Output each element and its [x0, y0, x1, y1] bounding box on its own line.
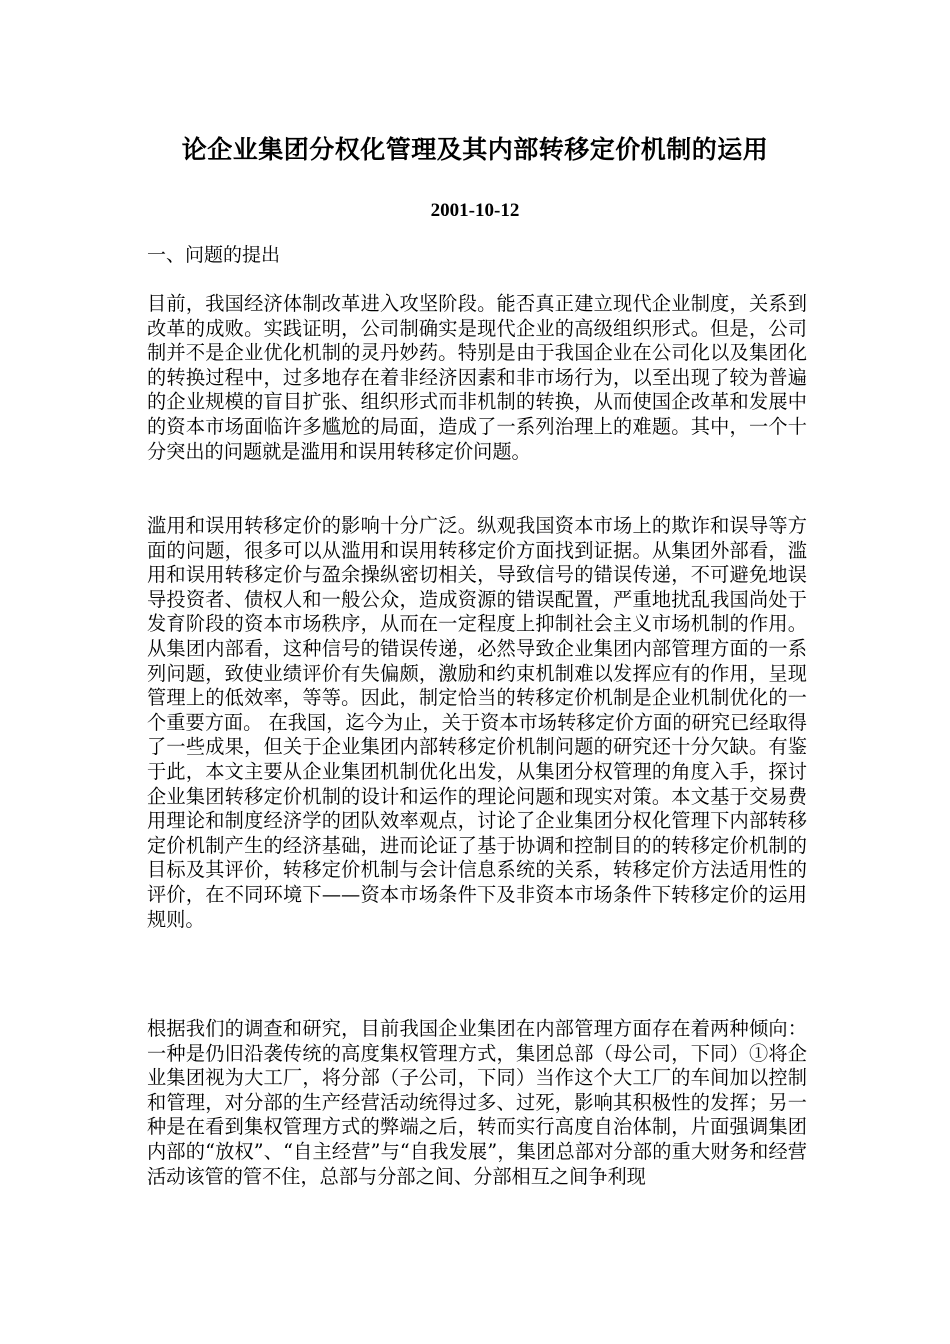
section-heading: 一、问题的提出 — [147, 244, 281, 266]
paragraph-2: 滥用和误用转移定价的影响十分广泛。纵观我国资本市场上的欺诈和误导等方面的问题，很多可以从滥用和误用转移定价方面找到证据。从集团外部看，滥用和误用转移定价与盈余操纵密切相关，导致信号的错误传递，不可避免地误导投资者、债权人和一般公众，造成资源的错误配置，严重地扰乱我国尚处于发育阶段的资本市场秩序，从而在一定程度上抑制社会主义市场机制的作用。从集团内部看，这种信号的错误传递，必然导致企业集团内部管理方面的一系列问题，致使业绩评价有失偏颇，激励和约束机制难以发挥应有的作用，呈现管理上的低效率，等等。因此，制定恰当的转移定价机制是企业机制优化的一个重要方面。 在我国，迄今为止，关于资本市场转移定价方面的研究已经取得了一些成果，但关于企业集团内部转移定价机制问题的研究还十分欠缺。有鉴于此，本文主要从企业集团机制优化出发，从集团分权管理的角度入手，探讨企业集团转移定价机制的设计和运作的理论问题和现实对策。本文基于交易费用理论和制度经济学的团队效率观点，讨论了企业集团分权化管理下内部转移定价机制产生的经济基础，进而论证了基于协调和控制目的的转移定价机制的目标及其评价，转移定价机制与会计信息系统的关系，转移定价方法适用性的评价，在不同环境下——资本市场条件下及非资本市场条件下转移定价的运用规则。 — [147, 514, 807, 931]
paragraph-1: 目前，我国经济体制改革进入攻坚阶段。能否真正建立现代企业制度，关系到改革的成败。实践证明，公司制确实是现代企业的高级组织形式。但是，公司制并不是企业优化机制的灵丹妙药。特别是由于我国企业在公司化以及集团化的转换过程中，过多地存在着非经济因素和非市场行为，以至出现了较为普遍的企业规模的盲目扩张、组织形式而非机制的转换，从而使国企改革和发展中的资本市场面临许多尴尬的局面，造成了一系列治理上的难题。其中，一个十分突出的问题就是滥用和误用转移定价问题。 — [147, 292, 807, 463]
document-title: 论企业集团分权化管理及其内部转移定价机制的运用 — [181, 135, 769, 164]
paragraph-3: 根据我们的调查和研究，目前我国企业集团在内部管理方面存在着两种倾向：一种是仍旧沿袭传统的高度集权管理方式，集团总部（母公司，下同）①将企业集团视为大工厂，将分部（子公司，下同）当作这个大工厂的车间加以控制和管理，对分部的生产经营活动统得过多、过死，影响其积极性的发挥；另一种是在看到集权管理方式的弊端之后，转而实行高度自治体制，片面强调集团内部的“放权”、“自主经营”与“自我发展”，集团总部对分部的重大财务和经营活动该管的管不住，总部与分部之间、分部相互之间争利现 — [147, 1017, 807, 1188]
document-date: 2001-10-12 — [430, 200, 520, 221]
